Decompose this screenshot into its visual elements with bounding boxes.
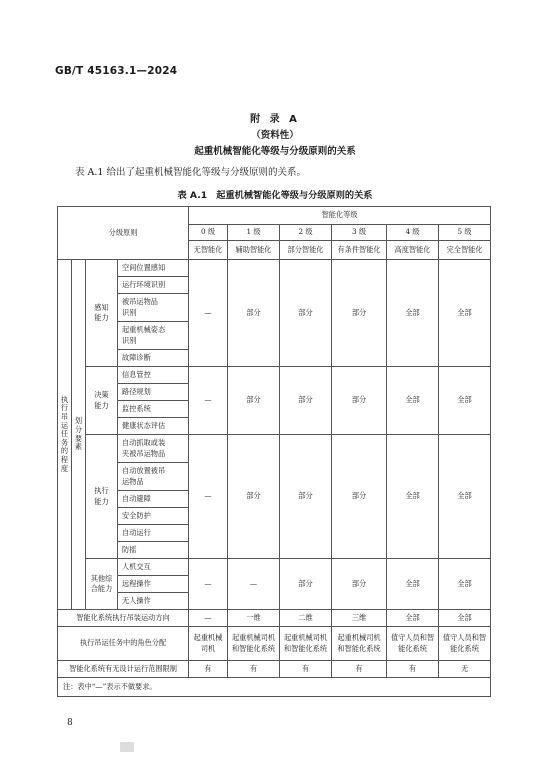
table-note: 注：表中“—”表示不做要求。	[58, 678, 491, 697]
value-cell: 起重机械司机和智能化系统	[280, 627, 332, 661]
value-cell: 全部	[387, 610, 439, 627]
value-cell: 部分	[228, 367, 280, 435]
group-name: 其他综合能力	[86, 559, 118, 610]
value-cell: 有	[228, 661, 280, 678]
value-cell: 有	[332, 661, 387, 678]
value-cell: 全部	[387, 559, 439, 610]
value-cell: 部分	[280, 367, 332, 435]
value-cell: 部分	[280, 559, 332, 610]
grade-group-header: 智能化等级	[189, 207, 491, 225]
value-cell: —	[189, 367, 228, 435]
role-row-label: 执行吊运任务中的角色分配	[58, 627, 189, 661]
value-cell: 三维	[332, 610, 387, 627]
value-cell: —	[189, 260, 228, 367]
middle-vertical-label: 划分要素	[72, 260, 86, 610]
value-cell: 无	[439, 661, 491, 678]
value-cell: 一维	[228, 610, 280, 627]
value-cell: —	[189, 435, 228, 559]
item-cell: 自动运行	[118, 525, 189, 542]
corner-mark	[120, 742, 134, 752]
value-cell: 二维	[280, 610, 332, 627]
item-cell: 故障诊断	[118, 350, 189, 367]
level-code: 3 级	[332, 225, 387, 241]
item-cell: 安全防护	[118, 508, 189, 525]
value-cell: —	[189, 559, 228, 610]
table-caption: 表 A.1 起重机械智能化等级与分级原则的关系	[177, 190, 373, 201]
level-name: 有条件智能化	[332, 241, 387, 260]
item-cell: 健康状态评估	[118, 418, 189, 435]
page-number: 8	[67, 718, 73, 728]
item-cell: 起重机械姿态识别	[118, 322, 189, 350]
grade-table	[57, 206, 491, 697]
level-code: 1 级	[228, 225, 280, 241]
value-cell: 全部	[387, 260, 439, 367]
item-cell: 自动避障	[118, 491, 189, 508]
value-cell: 全部	[387, 367, 439, 435]
value-cell: 全部	[439, 559, 491, 610]
item-cell: 空间位置感知	[118, 260, 189, 277]
item-cell: 自动放置被吊运物品	[118, 463, 189, 491]
value-cell: 部分	[332, 260, 387, 367]
direction-row-label: 智能化系统执行吊装运动方向	[58, 610, 189, 627]
corner-label: 分级原则	[58, 207, 189, 260]
level-code: 4 级	[387, 225, 439, 241]
value-cell: 有	[387, 661, 439, 678]
annex-heading: 起重机械智能化等级与分级原则的关系	[194, 146, 356, 157]
item-cell: 运行环境识别	[118, 277, 189, 294]
group-name: 执行能力	[86, 435, 118, 559]
value-cell: —	[228, 559, 280, 610]
annex-type: （资料性）	[251, 130, 299, 141]
intro-paragraph: 表 A.1 给出了起重机械智能化等级与分级原则的关系。	[75, 167, 306, 178]
value-cell: 部分	[280, 260, 332, 367]
item-cell: 监控系统	[118, 401, 189, 418]
value-cell: 部分	[332, 367, 387, 435]
group-name: 感知能力	[86, 260, 118, 367]
value-cell: 值守人员和智能化系统	[439, 627, 491, 661]
value-cell: 全部	[387, 435, 439, 559]
value-cell: 全部	[439, 610, 491, 627]
item-cell: 自动抓取或装夹被吊运物品	[118, 435, 189, 463]
value-cell: 起重机械司机和智能化系统	[228, 627, 280, 661]
value-cell: 值守人员和智能化系统	[387, 627, 439, 661]
item-cell: 人机交互	[118, 559, 189, 576]
item-cell: 防摇	[118, 542, 189, 559]
level-name: 高度智能化	[387, 241, 439, 260]
value-cell: 部分	[228, 260, 280, 367]
value-cell: 全部	[439, 367, 491, 435]
level-code: 5 级	[439, 225, 491, 241]
value-cell: 全部	[439, 260, 491, 367]
value-cell: —	[189, 610, 228, 627]
value-cell: 部分	[332, 435, 387, 559]
level-name: 部分智能化	[280, 241, 332, 260]
value-cell: 部分	[332, 559, 387, 610]
annex-title: 附 录 A	[250, 114, 300, 125]
value-cell: 部分	[280, 435, 332, 559]
level-name: 完全智能化	[439, 241, 491, 260]
value-cell: 有	[280, 661, 332, 678]
level-code: 0 级	[189, 225, 228, 241]
item-cell: 被吊运物品识别	[118, 294, 189, 322]
range-row-label: 智能化系统有无设计运行范围限制	[58, 661, 189, 678]
item-cell: 无人操作	[118, 593, 189, 610]
standard-number: GB/T 45163.1—2024	[55, 65, 178, 77]
value-cell: 有	[189, 661, 228, 678]
item-cell: 信息管控	[118, 367, 189, 384]
level-code: 2 级	[280, 225, 332, 241]
outer-vertical-label: 执行吊运任务的程度	[58, 260, 72, 610]
value-cell: 起重机械司机和智能化系统	[332, 627, 387, 661]
value-cell: 部分	[228, 435, 280, 559]
group-name: 决策能力	[86, 367, 118, 435]
level-name: 无智能化	[189, 241, 228, 260]
item-cell: 路径规划	[118, 384, 189, 401]
value-cell: 全部	[439, 435, 491, 559]
level-name: 辅助智能化	[228, 241, 280, 260]
item-cell: 远程操作	[118, 576, 189, 593]
value-cell: 起重机械司机	[189, 627, 228, 661]
